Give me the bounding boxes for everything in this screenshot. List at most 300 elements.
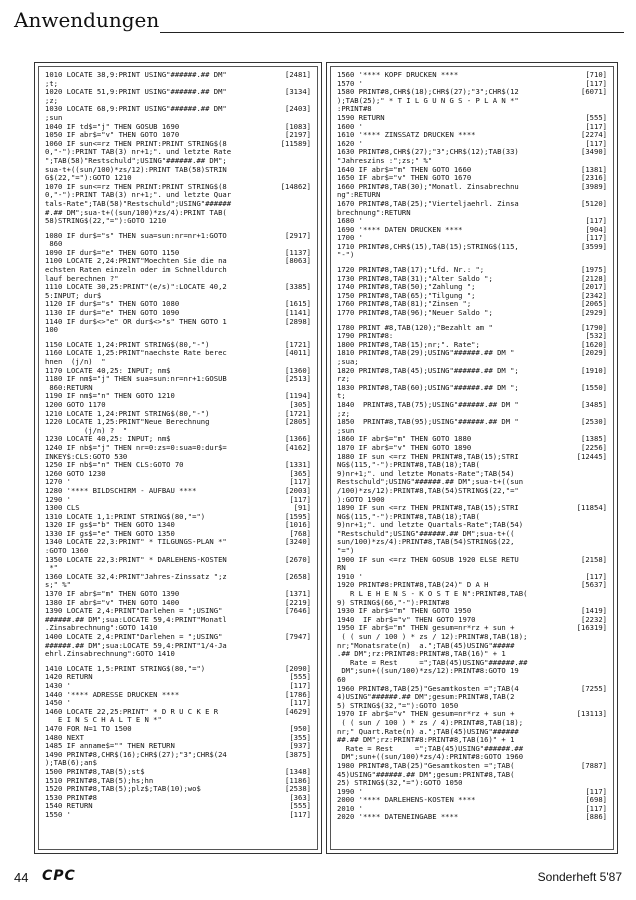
code-text: ;t; [45, 79, 58, 88]
checksum: [555] [585, 113, 607, 122]
code-line [337, 367, 607, 376]
code-line [337, 693, 607, 702]
code-text: 1720 PRINT#8,TAB(17);"Lfd. Nr.: "; [337, 266, 485, 275]
code-text: 1800 PRINT#8,TAB(15);nr;". Rate"; [337, 340, 480, 349]
issue-label: Sonderheft 5'87 [537, 870, 622, 884]
checksum: [7255] [581, 684, 607, 693]
code-line [337, 728, 607, 737]
code-text: 1390 LOCATE 2,4:PRINT"Darlehen = ";USING" [45, 607, 223, 616]
code-text: 1710 PRINT#8,CHR$(15),TAB(15);STRING$(115, [337, 242, 519, 251]
checksum: [117] [585, 804, 607, 813]
checksum: [117] [585, 139, 607, 148]
checksum: [3485] [581, 400, 607, 409]
code-line [45, 547, 311, 556]
code-line [337, 470, 607, 479]
code-text: s;" %" [45, 581, 71, 590]
code-text: 0,"-"):PRINT TAB(3) nr+1;". und letzte Rate [45, 148, 232, 157]
code-line [337, 590, 607, 599]
code-line [45, 375, 311, 384]
code-text: 1810 PRINT#8,TAB(29);USING"######.## DM " [337, 349, 515, 358]
code-line [337, 300, 607, 309]
code-line [45, 123, 311, 132]
checksum: [1550] [581, 383, 607, 392]
checksum: [5120] [581, 199, 607, 208]
code-text: ##.## DM";rz:PRINT#8:PRINT#8,TAB(16)" + 1 [337, 736, 515, 745]
checksum: [2316] [581, 174, 607, 183]
code-text: 1660 PRINT#8,TAB(30);"Monatl. Zinsabrechnu [337, 182, 519, 191]
code-text: 860:RETURN [45, 383, 93, 392]
code-line [337, 71, 607, 80]
code-text: 1240 IF nb$="j" THEN nr=0:zs=0:sua=0:dur$= [45, 443, 227, 452]
checksum: [937] [289, 742, 311, 751]
code-text: 1230 LOCATE 40,25: INPUT; nm$ [45, 435, 171, 444]
code-line [45, 148, 311, 157]
code-text: 1830 PRINT#8,TAB(60);USING"######.## DM "; [337, 383, 519, 392]
code-line [45, 504, 311, 513]
code-line [45, 232, 311, 241]
code-text: 1940 IF abr$="v" THEN GOTO 1970 [337, 615, 476, 624]
checksum: [555] [289, 802, 311, 811]
code-text: ######.## DM";sua:LOCATE 59,4:PRINT"1/4-Ja [45, 641, 227, 650]
checksum: [904] [585, 225, 607, 234]
code-text: 1150 LOCATE 1,24:PRINT STRING$(80,"-") [45, 340, 210, 349]
checksum: [2917] [285, 231, 311, 240]
magazine-logo: CPC [42, 868, 76, 884]
code-line [45, 521, 311, 530]
checksum: [1381] [581, 165, 607, 174]
checksum: [2403] [285, 105, 311, 114]
code-text: 1700 ' [337, 234, 363, 243]
code-text: NG$(115,"-"):PRINT#8,TAB(18);TAB( [337, 512, 480, 521]
code-line [45, 418, 311, 427]
code-line [45, 88, 311, 97]
code-line [337, 174, 607, 183]
checksum: [1194] [285, 392, 311, 401]
code-text: 1630 PRINT#8,CHR$(27);"3";CHR$(12);TAB(33) [337, 148, 519, 157]
code-line [45, 487, 311, 496]
code-text: 1410 LOCATE 1,5:PRINT STRING$(80,"=") [45, 664, 206, 673]
code-text: 1110 LOCATE 30,25:PRINT"(e/s)":LOCATE 40,2 [45, 283, 227, 292]
code-line [337, 140, 607, 149]
code-line [337, 283, 607, 292]
code-line [337, 702, 607, 711]
code-line [337, 410, 607, 419]
code-line [337, 556, 607, 565]
code-text: ( ( sun / 100 ) * zs / 12):PRINT#8,TAB(18); [337, 633, 528, 641]
code-text: 9)nr+1;". und letzte Monats-Rate";TAB(54) [337, 469, 515, 478]
code-line [337, 642, 607, 651]
code-text: 1300 CLS [45, 504, 80, 513]
code-text: 1450 ' [45, 699, 71, 708]
code-text: );TAB(6);an$ [45, 759, 97, 768]
code-line [45, 140, 311, 149]
code-text: 1210 LOCATE 1,24:PRINT STRING$(80,"-") [45, 409, 210, 418]
code-line [45, 318, 311, 327]
code-line [337, 496, 607, 505]
code-line [45, 607, 311, 616]
code-text: ;sua; [337, 358, 359, 366]
code-text: 1840 PRINT#8,TAB(75);USING"######.## DM " [337, 400, 519, 409]
code-text: 1190 IF nm$="n" THEN GOTO 1210 [45, 392, 175, 401]
code-line [45, 358, 311, 367]
code-line [337, 538, 607, 547]
code-line [337, 97, 607, 106]
code-text: 1485 IF anname$="" THEN RETURN [45, 742, 175, 751]
code-text: 1050 IF abr$="v" THEN GOTO 1070 [45, 131, 180, 140]
code-line [45, 556, 311, 565]
code-text: 1620 ' [337, 139, 363, 148]
code-text: 1900 IF sun <=rz THEN GOSUB 1920 ELSE RETU [337, 555, 519, 564]
code-line [45, 257, 311, 266]
code-text: 45)USING"######.## DM";gesum:PRINT#8,TAB( [337, 770, 515, 779]
code-text: NG$(115,"-"):PRINT#8,TAB(18);TAB( [337, 461, 480, 470]
code-line [45, 349, 311, 358]
code-line [337, 659, 607, 668]
code-line [337, 779, 607, 788]
code-line [45, 401, 311, 410]
code-text: 1960 PRINT#8,TAB(25)"Gesamtkosten =";TAB(4 [337, 684, 519, 693]
checksum: [11589] [280, 139, 311, 148]
code-text: 1640 IF abr$="m" THEN GOTO 1660 [337, 165, 472, 174]
code-line [337, 753, 607, 762]
code-line [337, 813, 607, 822]
code-line [45, 174, 311, 183]
code-line [337, 453, 607, 462]
code-line [337, 427, 607, 436]
code-line [337, 418, 607, 427]
checksum: [117] [289, 478, 311, 487]
checksum: [1790] [581, 323, 607, 332]
code-text: :GOTO 1360 [45, 547, 89, 556]
code-line [45, 157, 311, 166]
code-text: 1950 IF abr$="m" THEN gesum=nr*rz + sun + [337, 624, 515, 633]
code-text: ;sun [337, 426, 355, 435]
code-text: nr;"Monatsrate(n) a.";TAB(45)USING"##### [337, 641, 515, 650]
code-line [45, 624, 311, 633]
code-text: 1780 PRINT #8,TAB(120);"Bezahlt am " [337, 323, 493, 332]
code-line [45, 573, 311, 582]
code-text: 1040 IF td$="j" THEN GOSUB 1690 [45, 122, 180, 131]
code-line [45, 217, 311, 226]
checksum: [1595] [285, 512, 311, 521]
code-text: 1890 IF sun <=rz THEN PRINT#8,TAB(15);STRI [337, 504, 519, 513]
code-text: 1600 ' [337, 122, 363, 131]
code-line [45, 811, 311, 820]
code-line [45, 427, 311, 436]
code-text: Restschuld";USING"######.## DM";sua-t+((sun [337, 478, 524, 487]
checksum: [2017] [581, 283, 607, 292]
checksum: [117] [289, 495, 311, 504]
code-text: Rate = Rest =";TAB(45)USING"######.## [337, 744, 524, 753]
code-text: 0,"-"):PRINT TAB(3) nr+1;". und letzte Quar [45, 191, 232, 200]
code-text: 1340 LOCATE 22,3:PRINT" * TILGUNGS-PLAN *" [45, 538, 227, 547]
checksum: [355] [289, 733, 311, 742]
page-header [14, 8, 624, 38]
code-text: 1290 ' [45, 495, 71, 504]
code-line [45, 200, 311, 209]
checksum: [1385] [581, 435, 607, 444]
code-text: RN [337, 564, 346, 573]
code-text: 1970 IF abr$="v" THEN gesum=nr*rz + sun + [337, 710, 515, 719]
code-text: 1670 PRINT#8,TAB(25);"Vierteljaehrl. Zinsa [337, 199, 519, 208]
code-line [337, 504, 607, 513]
code-line [45, 538, 311, 547]
code-line [337, 624, 607, 633]
code-text: DM";sun+((sun/100)*zs/12):PRINT#8:GOTO 19 [337, 667, 519, 676]
checksum: [117] [585, 217, 607, 226]
code-text: 1370 IF abr$="m" THEN GOTO 1390 [45, 590, 180, 599]
code-line [337, 157, 607, 166]
code-line [45, 367, 311, 376]
checksum: [698] [585, 796, 607, 805]
code-text: 1310 LOCATE 1,1:PRINT STRING$(80,"=") [45, 512, 206, 521]
code-text: 1250 IF nb$="n" THEN CLS:GOTO 70 [45, 461, 184, 470]
code-line [337, 234, 607, 243]
code-line [337, 530, 607, 539]
code-line [337, 243, 607, 252]
code-line [45, 183, 311, 192]
code-text: 1460 LOCATE 22,25:PRINT" * D R U C K E R [45, 707, 219, 716]
checksum: [3240] [285, 538, 311, 547]
checksum: [1137] [285, 248, 311, 257]
code-text: 1360 LOCATE 32,4:PRINT"Jahres-Zinssatz ";z [45, 572, 227, 581]
code-text: 1480 NEXT [45, 733, 84, 742]
code-line [45, 341, 311, 350]
code-text: 1540 RETURN [45, 802, 93, 811]
checksum: [1366] [285, 435, 311, 444]
checksum: [2658] [285, 572, 311, 581]
code-text: 60 [337, 675, 346, 684]
code-line [337, 487, 607, 496]
code-line [337, 80, 607, 89]
code-text: brechnung":RETURN [337, 208, 411, 217]
code-line [45, 266, 311, 275]
code-text: ng":RETURN [337, 191, 381, 200]
checksum: [365] [289, 469, 311, 478]
code-text: echsten Raten einzeln oder im Schnelldurch [45, 266, 227, 275]
code-line [45, 292, 311, 301]
code-text: 1180 IF nm$="j" THEN sua=sun:nr=nr+1:GOSUB [45, 375, 227, 384]
checksum: [1910] [581, 366, 607, 375]
checksum: [1016] [285, 521, 311, 530]
checksum: [11854] [576, 504, 607, 513]
code-text: 1030 LOCATE 68,9:PRINT USING"######.## DM" [45, 105, 227, 114]
checksum: [1348] [285, 767, 311, 776]
checksum: [117] [585, 122, 607, 131]
code-line [45, 777, 311, 786]
code-text: ;z; [337, 409, 350, 418]
checksum: [12445] [576, 452, 607, 461]
code-line [45, 751, 311, 760]
code-text: 1330 IF gs$="e" THEN GOTO 1350 [45, 529, 175, 538]
code-line [45, 496, 311, 505]
code-line [45, 691, 311, 700]
code-text: tals-Rate";TAB(58)"Restschuld";USING"###### [45, 199, 232, 208]
code-text: G$(22,"="):GOTO 1210 [45, 174, 132, 183]
code-text: 1010 LOCATE 38,9:PRINT USING"######.## DM" [45, 71, 227, 79]
code-text: nr;" Quart.Rate(n) a.";TAB(45)USING"###### [337, 727, 519, 736]
code-line [337, 710, 607, 719]
code-line [45, 209, 311, 218]
code-text: 5) STRING$(32,"="):GOTO 1050 [337, 701, 459, 710]
code-line [45, 435, 311, 444]
code-text: lauf berechnen ?" [45, 274, 119, 283]
checksum: [950] [289, 724, 311, 733]
code-text: 1070 IF sun<=rz THEN PRINT:PRINT STRING$(8 [45, 182, 227, 191]
checksum: [363] [289, 793, 311, 802]
code-text: 1470 FOR N=1 TO 1500 [45, 724, 132, 733]
code-line [337, 513, 607, 522]
code-line [337, 275, 607, 284]
code-line [337, 401, 607, 410]
code-text: 1730 PRINT#8,TAB(31);"Alter Saldo "; [337, 274, 493, 283]
code-text: rz; [337, 375, 350, 384]
code-line [45, 530, 311, 539]
code-text: 1060 IF sun<=rz THEN PRINT:PRINT STRING$(8 [45, 139, 227, 148]
code-line [337, 209, 607, 218]
code-line [45, 708, 311, 717]
code-line [337, 131, 607, 140]
code-text: hnen (j/n) " [45, 358, 106, 366]
code-text: 1580 PRINT#8,CHR$(18);CHR$(27);"3";CHR$(12 [337, 88, 519, 97]
code-line [337, 745, 607, 754]
code-line [337, 349, 607, 358]
checksum: [1371] [285, 590, 311, 599]
code-text: R L E H E N S - K O S T E N":PRINT#8,TAB( [337, 590, 528, 599]
checksum: [117] [289, 810, 311, 819]
code-text: 1920 PRINT#8:PRINT#8,TAB(24)" D A H [337, 581, 489, 590]
code-text: 9) STRING$(66,"-"):PRINT#8 [337, 598, 450, 607]
checksum: [7887] [581, 761, 607, 770]
checksum: [3490] [581, 148, 607, 157]
code-text: 1270 ' [45, 478, 71, 487]
checksum: [3134] [285, 88, 311, 97]
code-text: 1500 PRINT#8,TAB(5);st$ [45, 767, 145, 776]
code-text: 1160 LOCATE 1,25:PRINT"naechste Rate berec [45, 349, 227, 358]
checksum: [532] [585, 332, 607, 341]
checksum: [5637] [581, 581, 607, 590]
checksum: [2274] [581, 131, 607, 140]
code-text: 1590 RETURN [337, 113, 385, 122]
checksum: [2090] [285, 664, 311, 673]
checksum: [1419] [581, 607, 607, 616]
listing-box-right [330, 66, 614, 850]
code-text: 1690 '**** DATEN DRUCKEN **** [337, 225, 463, 234]
code-text: 860 [45, 240, 63, 249]
code-line [45, 461, 311, 470]
code-line [337, 105, 607, 114]
code-line [337, 358, 607, 367]
code-text: 1790 PRINT#8: [337, 332, 394, 341]
checksum: [117] [585, 234, 607, 243]
code-line [45, 453, 311, 462]
checksum: [2232] [581, 615, 607, 624]
code-text: 1350 LOCATE 22,3:PRINT" * DARLEHENS-KOSTEN [45, 555, 227, 564]
code-text: 1430 ' [45, 681, 71, 690]
code-line [337, 805, 607, 814]
code-line [337, 633, 607, 642]
code-text: 1530 PRINT#8 [45, 793, 97, 802]
code-text: 1320 IF gs$="b" THEN GOTO 1340 [45, 521, 175, 530]
code-line [337, 461, 607, 470]
section-title: Anwendungen [14, 8, 160, 32]
checksum: [2929] [581, 309, 607, 318]
checksum: [91] [293, 504, 311, 513]
code-line [45, 249, 311, 258]
code-text: 1650 IF abr$="v" THEN GOTO 1670 [337, 174, 472, 183]
checksum: [2065] [581, 300, 607, 309]
code-text: 1220 LOCATE 1,25:PRINT"Neue Berechnung [45, 418, 210, 427]
code-text: ):GOTO 1900 [337, 495, 385, 504]
checksum: [1975] [581, 266, 607, 275]
checksum: [1721] [285, 340, 311, 349]
checksum: [2256] [581, 443, 607, 452]
code-line [337, 719, 607, 728]
code-text: /100)*zs/12):PRINT#8,TAB(54)STRING$(22,"=" [337, 486, 519, 495]
code-text: 1520 PRINT#8,TAB(5);plz$;TAB(10);wo$ [45, 785, 201, 794]
code-line [45, 581, 311, 590]
code-text: Rate = Rest =";TAB(45)USING"######.## [337, 658, 528, 667]
code-text: 1140 IF dur$<>"e" OR dur$<>"s" THEN GOTO 1 [45, 317, 227, 326]
page-footer [14, 868, 622, 888]
code-line [337, 226, 607, 235]
code-text: 5:INPUT; dur$ [45, 291, 102, 300]
code-line [45, 114, 311, 123]
code-line [45, 300, 311, 309]
checksum: [3989] [581, 182, 607, 191]
code-line [337, 547, 607, 556]
code-line [337, 762, 607, 771]
code-line [337, 444, 607, 453]
code-text: 1870 IF abr$="v" THEN GOTO 1890 [337, 443, 472, 452]
checksum: [2530] [581, 418, 607, 427]
code-text: (j/n) ? " [45, 426, 128, 435]
code-text: 100 [45, 326, 58, 335]
code-text: "Jahreszins :";zs;" %" [337, 156, 433, 165]
checksum: [768] [289, 529, 311, 538]
code-text: 1440 '**** ADRESSE DRUCKEN **** [45, 690, 180, 699]
code-line [45, 590, 311, 599]
code-text: 1980 PRINT#8,TAB(25)"Gesamtkosten =";TAB( [337, 761, 515, 770]
checksum: [2805] [285, 418, 311, 427]
code-text: 1380 IF abr$="v" THEN GOTO 1400 [45, 598, 180, 607]
code-line [45, 478, 311, 487]
code-line [45, 759, 311, 768]
code-line [45, 616, 311, 625]
code-text: 9)nr+1;". und letzte Quartals-Rate";TAB(54) [337, 521, 524, 530]
code-line [337, 341, 607, 350]
code-line [337, 251, 607, 260]
checksum: [2538] [285, 785, 311, 794]
checksum: [2670] [285, 555, 311, 564]
checksum: [2513] [285, 375, 311, 384]
code-line [45, 71, 311, 80]
checksum: [13113] [576, 710, 607, 719]
code-text: 1930 IF abr$="m" THEN GOTO 1950 [337, 607, 472, 616]
code-line [45, 564, 311, 573]
header-rule [160, 32, 624, 33]
code-text: ( ( sun / 100 ) * zs / 4):PRINT#8,TAB(18); [337, 718, 524, 727]
checksum: [710] [585, 71, 607, 79]
code-text: ;z; [45, 96, 58, 105]
code-line [337, 266, 607, 275]
checksum: [7646] [285, 607, 311, 616]
checksum: [1186] [285, 776, 311, 785]
checksum: [3385] [285, 283, 311, 292]
code-line [337, 324, 607, 333]
checksum: [1786] [285, 690, 311, 699]
code-line [337, 88, 607, 97]
